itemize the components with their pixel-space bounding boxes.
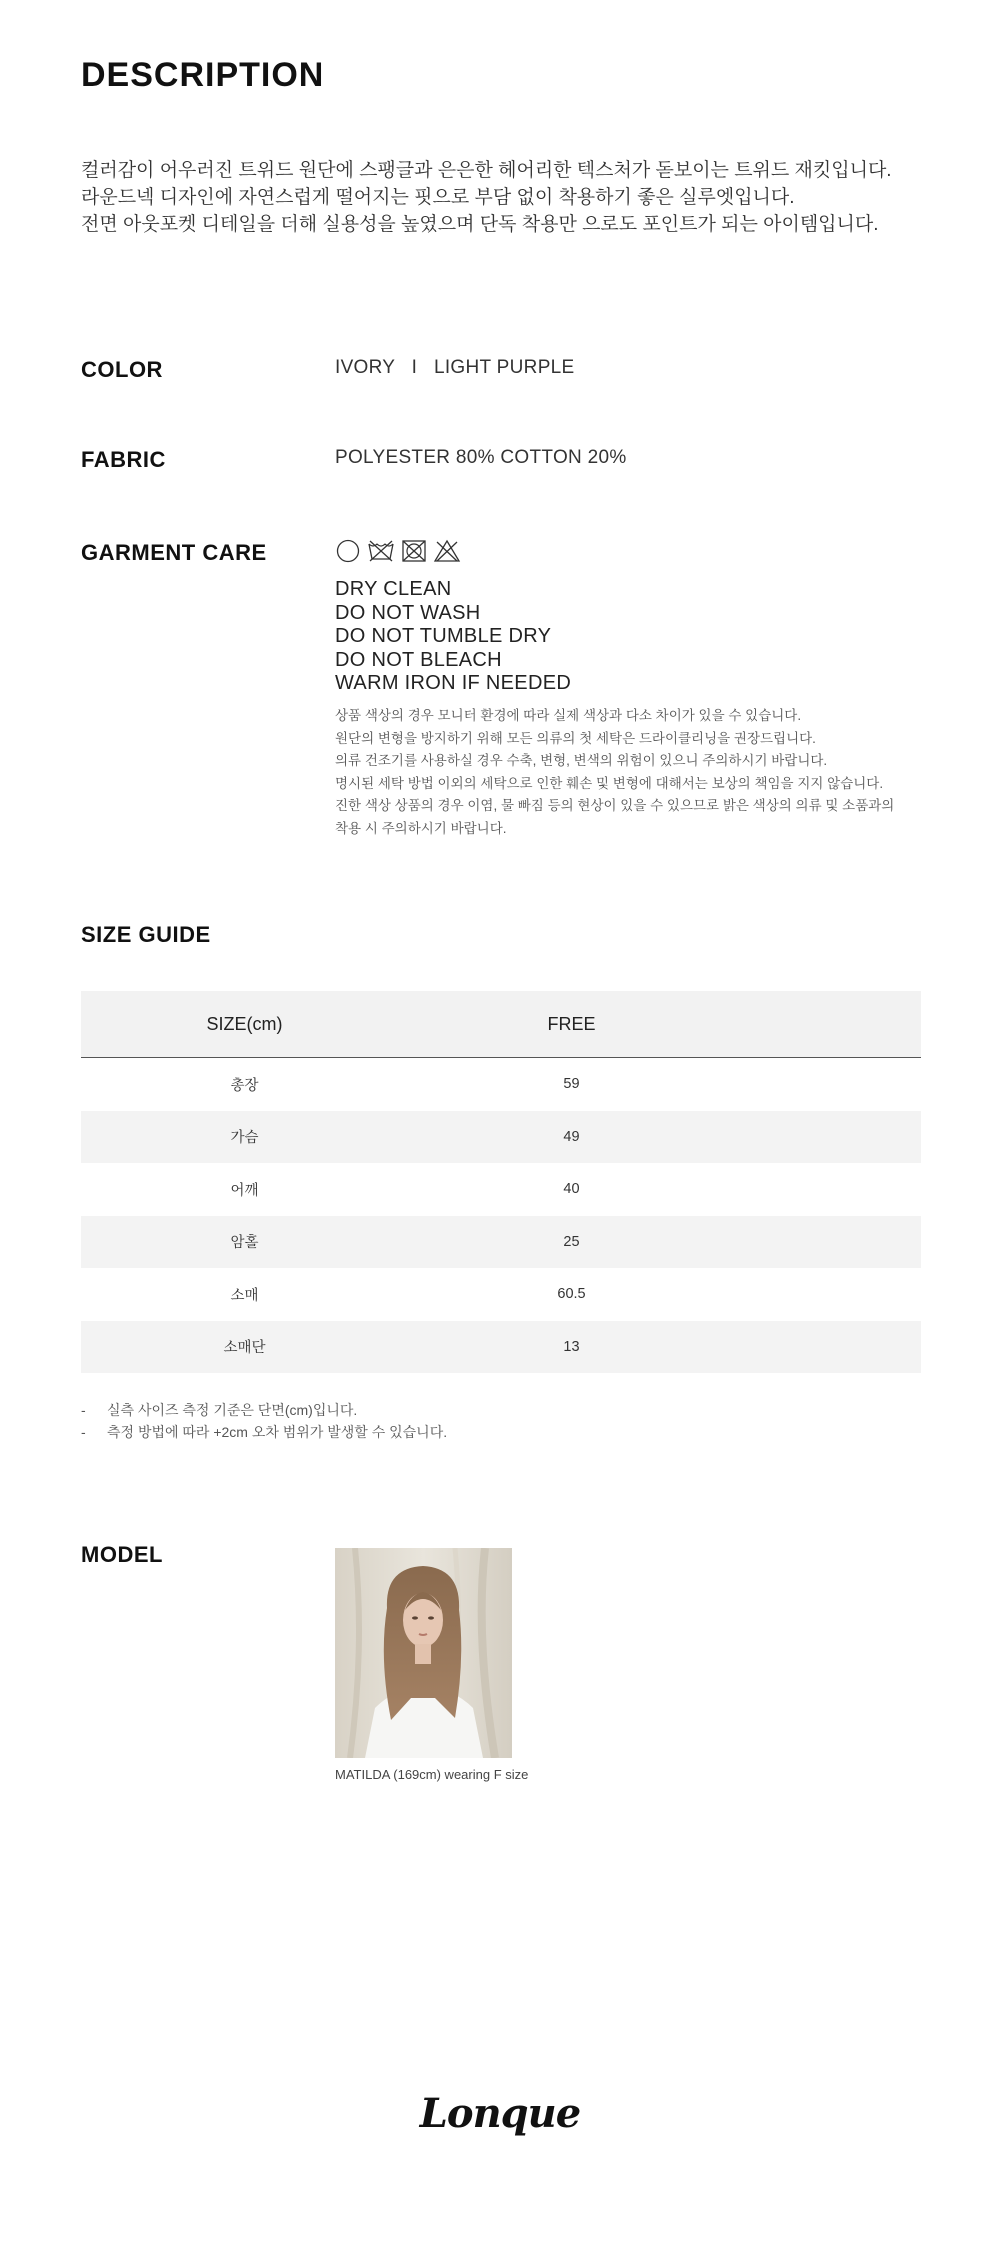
- do-not-wash-icon: [367, 539, 395, 563]
- size-note-text: 실측 사이즈 측정 기준은 단면(cm)입니다.: [107, 1402, 358, 1418]
- care-instruction: DO NOT TUMBLE DRY: [335, 625, 552, 647]
- size-note: [81, 1421, 447, 1443]
- size-notes: [81, 1399, 447, 1443]
- size-value: 59: [563, 1076, 580, 1093]
- description-text: [81, 157, 961, 238]
- size-measure: 암홀: [81, 1216, 408, 1269]
- fabric-value: POLYESTER 80% COTTON 20%: [335, 447, 627, 468]
- size-note-text: 측정 방법에 따라 +2cm 오차 범위가 발생할 수 있습니다.: [107, 1424, 448, 1440]
- brand-logo: Lonque: [419, 2090, 581, 2137]
- size-measure: 소매단: [81, 1321, 408, 1374]
- size-value: 13: [408, 1321, 735, 1374]
- care-icons: [335, 539, 461, 563]
- dry-clean-icon: [335, 539, 361, 563]
- care-note: 상품 색상의 경우 모니터 환경에 따라 실제 색상과 다소 차이가 있을 수 있습니다.: [335, 708, 802, 723]
- care-note: 착용 시 주의하시기 바랍니다.: [335, 820, 507, 836]
- description-title: DESCRIPTION: [81, 56, 325, 94]
- size-header-cell: SIZE(cm): [81, 991, 408, 1058]
- care-instruction: DRY CLEAN: [335, 578, 452, 600]
- garment-care-label: GARMENT CARE: [81, 540, 267, 565]
- fabric-label: FABRIC: [81, 447, 166, 472]
- note-bullet: -: [81, 1402, 86, 1418]
- size-measure: 총장: [230, 1077, 259, 1094]
- table-row: [81, 1321, 921, 1374]
- note-bullet: -: [81, 1424, 86, 1440]
- model-photo-illustration: [335, 1548, 512, 1758]
- size-table-header-row: [81, 991, 921, 1058]
- size-measure: 소매: [230, 1287, 259, 1304]
- care-instructions: [335, 578, 571, 696]
- table-row: [81, 1268, 921, 1321]
- care-instruction: WARM IRON IF NEEDED: [335, 672, 572, 694]
- care-notes: [335, 705, 935, 840]
- model-photo: [335, 1548, 512, 1758]
- size-table: [81, 991, 921, 1373]
- size-value: 49: [408, 1111, 735, 1164]
- size-measure: 가슴: [81, 1111, 408, 1164]
- table-row: [81, 1111, 921, 1164]
- description-line: 전면 아웃포켓 디테일을 더해 실용성을 높였으며 단독 착용만 으로도 포인트가 되는 아이템입니다.: [81, 214, 879, 235]
- description-line: 라운드넥 디자인에 자연스럽게 떨어지는 핏으로 부담 없이 착용하기 좋은 실루엣입니다.: [81, 187, 795, 208]
- care-instruction: DO NOT WASH: [335, 601, 481, 624]
- size-header-spacer: [735, 991, 921, 1058]
- table-row: [81, 1216, 921, 1269]
- care-note: 명시된 세탁 방법 이외의 세탁으로 인한 훼손 및 변형에 대해서는 보상의 책임을 지지 않습니다.: [335, 775, 884, 791]
- size-measure: 어깨: [230, 1182, 259, 1199]
- color-value: IVORY I LIGHT PURPLE: [335, 357, 575, 378]
- table-row: [81, 1163, 921, 1216]
- care-note: 진한 색상 상품의 경우 이염, 물 빠짐 등의 현상이 있을 수 있으므로 밝은 색상의 의류 및 소품과의: [335, 798, 895, 813]
- table-row: [81, 1058, 921, 1111]
- size-value: 40: [563, 1181, 580, 1198]
- size-header-cell: FREE: [408, 991, 735, 1058]
- care-note: 의류 건조기를 사용하실 경우 수축, 변형, 변색의 위험이 있으니 주의하시기 바랍니다.: [335, 753, 828, 768]
- size-value: 25: [408, 1216, 735, 1269]
- model-caption: MATILDA (169cm) wearing F size: [335, 1767, 529, 1782]
- description-line: 컬러감이 어우러진 트위드 원단에 스팽글과 은은한 헤어리한 텍스처가 돋보이는 트위드 재킷입니다.: [81, 160, 892, 181]
- size-guide-title: SIZE GUIDE: [81, 922, 211, 947]
- do-not-tumble-dry-icon: [401, 539, 427, 563]
- model-label: MODEL: [81, 1542, 163, 1567]
- color-label: COLOR: [81, 357, 163, 382]
- do-not-bleach-icon: [433, 539, 461, 563]
- care-note: 원단의 변형을 방지하기 위해 모든 의류의 첫 세탁은 드라이클리닝을 권장드립니다.: [335, 730, 816, 746]
- care-instruction: DO NOT BLEACH: [335, 648, 502, 671]
- size-note: [81, 1399, 447, 1421]
- size-value: 60.5: [557, 1286, 586, 1303]
